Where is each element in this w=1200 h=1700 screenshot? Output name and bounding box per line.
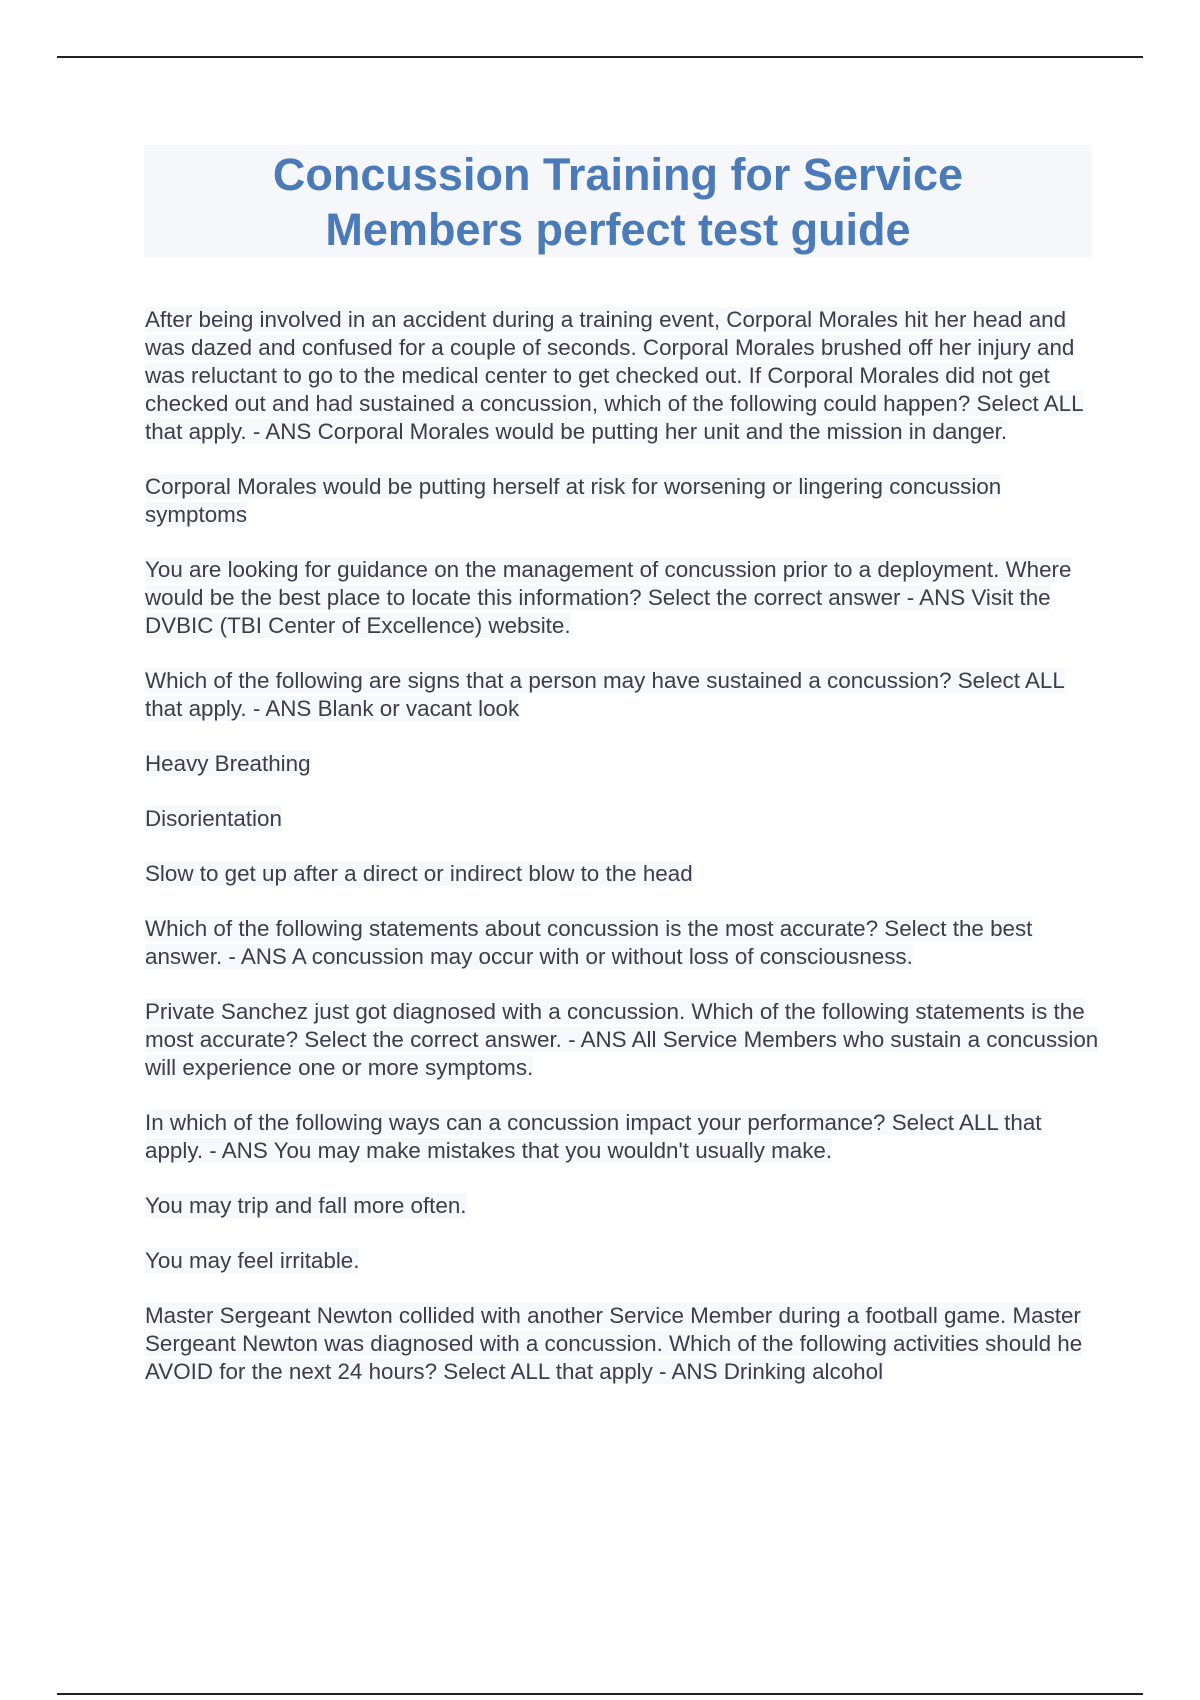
title-banner bbox=[144, 145, 1092, 257]
paragraph-text: You may feel irritable. bbox=[145, 1248, 360, 1273]
paragraph bbox=[145, 1302, 1100, 1386]
paragraph bbox=[145, 1109, 1100, 1165]
top-rule bbox=[57, 56, 1143, 58]
title-line-1: Concussion Training for Service bbox=[272, 149, 964, 200]
paragraph bbox=[145, 473, 1100, 529]
paragraph-text: You are looking for guidance on the management of concussion prior to a deployment. Where would be the best place to locate this information? Select the correct answer - ANS Visit the DVBIC (TBI Center of Excellence) website. bbox=[145, 557, 1072, 638]
paragraph-text: Which of the following statements about concussion is the most accurate? Select the best answer. - ANS A concussion may occur with or without loss of consciousness. bbox=[145, 916, 1033, 969]
paragraph-text: Private Sanchez just got diagnosed with a concussion. Which of the following statements is the most accurate? Select the correct answer. - ANS All Service Members who sustain a concussion will experience one or more symptoms. bbox=[145, 999, 1099, 1080]
paragraph bbox=[145, 556, 1100, 640]
paragraph bbox=[145, 915, 1100, 971]
title-line-2: Members perfect test guide bbox=[325, 204, 911, 255]
paragraph-text: Corporal Morales would be putting herself at risk for worsening or lingering concussion symptoms bbox=[145, 474, 1002, 527]
paragraph-text: Slow to get up after a direct or indirect blow to the head bbox=[145, 861, 693, 886]
page-title bbox=[144, 145, 1092, 257]
paragraph bbox=[145, 1192, 1100, 1220]
paragraph bbox=[145, 750, 1100, 778]
paragraph bbox=[145, 998, 1100, 1082]
bottom-rule bbox=[57, 1693, 1143, 1695]
paragraph bbox=[145, 1247, 1100, 1275]
paragraph-text: You may trip and fall more often. bbox=[145, 1193, 467, 1218]
paragraph-text: Which of the following are signs that a person may have sustained a concussion? Select ALL that apply. - ANS Blank or vacant look bbox=[145, 668, 1065, 721]
paragraph-text: Master Sergeant Newton collided with another Service Member during a football game. Master Sergeant Newton was diagnosed with a concussion. Which of the following activities should he AVOID for the next 24 hours? Select ALL that apply - ANS Drinking alcohol bbox=[145, 1303, 1083, 1384]
paragraph-text: In which of the following ways can a concussion impact your performance? Select ALL that apply. - ANS You may make mistakes that you wouldn't usually make. bbox=[145, 1110, 1042, 1163]
paragraph bbox=[145, 805, 1100, 833]
paragraph bbox=[145, 860, 1100, 888]
paragraph-text: Disorientation bbox=[145, 806, 282, 831]
paragraph-text: Heavy Breathing bbox=[145, 751, 311, 776]
paragraph-text: After being involved in an accident during a training event, Corporal Morales hit her head and was dazed and confused for a couple of seconds. Corporal Morales brushed off her injury and was reluctant to go to the medical center to get checked out. If Corporal Morales did not get checked out and had sustained a concussion, which of the following could happen? Select ALL that apply. - ANS Corporal Morales would be putting her unit and the mission in danger. bbox=[145, 307, 1084, 444]
document-body bbox=[145, 306, 1100, 1413]
paragraph bbox=[145, 667, 1100, 723]
paragraph bbox=[145, 306, 1100, 446]
